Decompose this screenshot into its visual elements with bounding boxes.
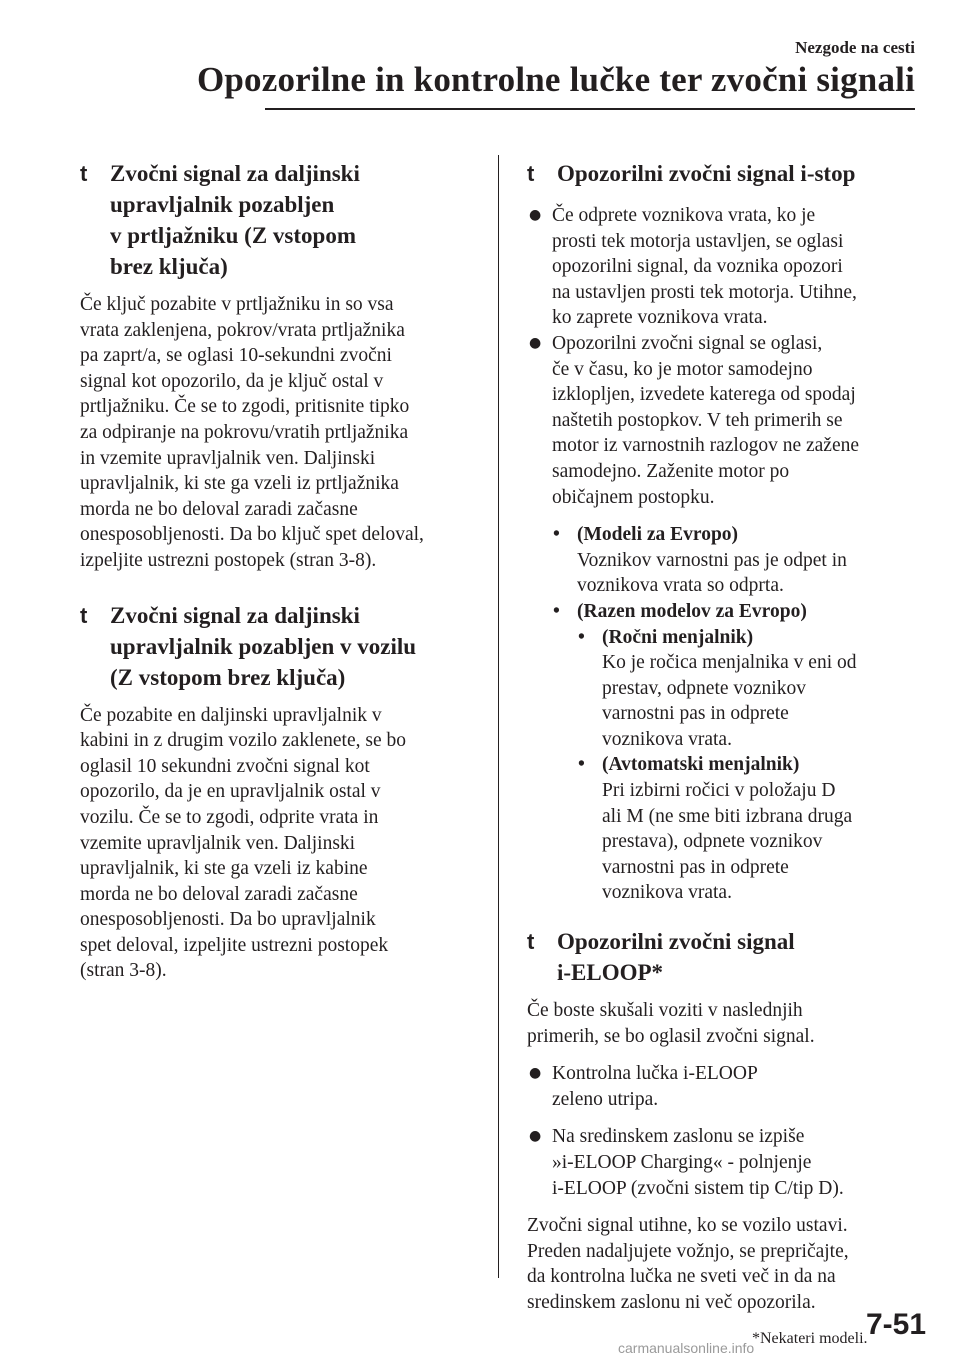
text-line: spet deloval, izpeljite ustrezni postopek	[80, 934, 389, 956]
text-line: prestav, odpnete voznikov	[602, 677, 806, 699]
section-marker: t	[80, 161, 88, 186]
text-line: vzemite upravljalnik ven. Daljinski	[80, 832, 356, 854]
text-line: onesposobljenosti. Da bo upravljalnik	[80, 909, 376, 931]
text-line: morda ne bo deloval zaradi začasne	[80, 498, 358, 520]
section-marker: t	[527, 161, 535, 186]
heading-istop	[527, 158, 922, 189]
text-line: vrata zaklenjena, pokrov/vrata prtljažnika	[80, 319, 405, 341]
sub-item-europe	[527, 522, 922, 599]
bullet-ieloop-display	[527, 1124, 922, 1201]
text-line: ali M (ne sme biti izbrana druga	[602, 805, 853, 827]
heading-line: brez ključa)	[110, 254, 228, 279]
text-line: ko zaprete voznikova vrata.	[552, 307, 768, 329]
sub-bullet-icon: •	[578, 754, 585, 776]
text-line: Na sredinskem zaslonu se izpiše	[552, 1126, 805, 1148]
text-line: in vzemite upravljalnik ven. Daljinski	[80, 447, 376, 469]
text-line: opozorilni signal, da voznika opozori	[552, 256, 843, 278]
sub-item-title: (Avtomatski menjalnik)	[602, 754, 800, 776]
heading-line: Opozorilni zvočni signal i-stop	[557, 161, 856, 186]
text-line: da kontrolna lučka ne sveti več in da na	[527, 1266, 836, 1288]
text-line: samodejno. Zaženite motor po	[552, 460, 790, 482]
text-line: običajnem postopku.	[552, 486, 715, 508]
heading-line: Opozorilni zvočni signal	[557, 929, 795, 955]
sub-bullet-icon: •	[553, 524, 560, 546]
text-line: Zvočni signal utihne, ko se vozilo ustavi.	[527, 1215, 848, 1237]
heading-line: i-ELOOP*	[557, 960, 664, 986]
page-title: Opozorilne in kontrolne lučke ter zvočni signali	[196, 60, 915, 99]
heading-line: upravljalnik pozabljen v vozilu	[110, 633, 417, 659]
bullet-door-open	[527, 203, 922, 331]
column-divider	[498, 155, 499, 1278]
heading-vehicle-key-warning	[80, 600, 472, 693]
sub-item-title: (Razen modelov za Evropo)	[577, 600, 807, 622]
text-line: vozilu. Če se to zgodi, odprite vrata in	[80, 806, 379, 828]
text-line: primerih, se bo oglasil zvočni signal.	[527, 1025, 815, 1047]
footnote: *Nekateri modeli.	[752, 1330, 868, 1347]
section-label: Nezgode na cesti	[795, 38, 915, 57]
text-line: morda ne bo deloval zaradi začasne	[80, 883, 358, 905]
text-line: upravljalnik, ki ste ga vzeli iz kabine	[80, 858, 368, 880]
bullet-icon: ●	[529, 1065, 542, 1082]
section-marker: t	[527, 929, 535, 955]
text-line: (stran 3-8).	[80, 960, 167, 982]
paragraph-vehicle-key	[80, 703, 472, 985]
text-line: Če ključ pozabite v prtljažniku in so vsa	[80, 294, 394, 315]
heading-line: (Z vstopom brez ključa)	[110, 664, 346, 690]
text-line: voznikova vrata.	[602, 882, 732, 904]
header-rule	[265, 108, 915, 110]
page-number: 7-51	[866, 1308, 927, 1341]
text-line: voznikova vrata.	[602, 728, 732, 750]
right-column	[527, 158, 922, 1338]
text-line: Ko je ročica menjalnika v eni od	[602, 652, 857, 674]
sub-bullet-icon: •	[578, 626, 585, 648]
text-line: opozorilo, da je en upravljalnik ostal v	[80, 781, 381, 803]
text-line: sredinskem zaslonu ni več opozorila.	[527, 1291, 816, 1313]
text-line: varnostni pas in odprete	[602, 856, 789, 878]
text-line: kabini in z drugim vozilo zaklenete, se bo	[80, 730, 406, 752]
text-line: na ustavljen prosti tek motorja. Utihne,	[552, 281, 857, 303]
text-line: upravljalnik, ki ste ga vzeli iz prtljažnika	[80, 473, 399, 495]
sub-item-manual	[527, 625, 922, 753]
sub-item-title: (Ročni menjalnik)	[602, 626, 754, 648]
text-line: onesposobljenosti. Da bo ključ spet deloval,	[80, 524, 424, 546]
text-line: Če odprete voznikova vrata, ko je	[552, 205, 816, 226]
text-line: prtljažniku. Če se to zgodi, pritisnite tipko	[80, 396, 410, 418]
text-line: Preden nadaljujete vožnjo, se prepričajte,	[527, 1240, 849, 1262]
text-line: Če pozabite en daljinski upravljalnik v	[80, 704, 382, 726]
sub-bullet-icon: •	[553, 600, 560, 622]
text-line: za odpiranje na pokrovu/vratih prtljažnika	[80, 421, 409, 443]
heading-line: upravljalnik pozabljen	[110, 192, 335, 217]
heading-line: Zvočni signal za daljinski	[110, 602, 360, 628]
text-line: zeleno utripa.	[552, 1088, 659, 1110]
heading-line: v prtljažniku (Z vstopom	[110, 223, 356, 248]
paragraph-trunk-key	[80, 292, 472, 574]
bullet-ieloop-lamp	[527, 1061, 922, 1112]
text-line: prestava), odpnete voznikov	[602, 831, 823, 853]
text-line: i-ELOOP (zvočni sistem tip C/tip D).	[552, 1177, 844, 1199]
text-line: »i-ELOOP Charging« - polnjenje	[552, 1152, 812, 1173]
text-line: prosti tek motorja ustavljen, se oglasi	[552, 230, 844, 252]
text-line: če v času, ko je motor samodejno	[552, 358, 813, 380]
heading-trunk-key-warning	[80, 158, 472, 282]
text-line: varnostni pas in odprete	[602, 703, 789, 725]
text-line: Če boste skušali voziti v naslednjih	[527, 1000, 803, 1022]
text-line: signal kot opozorilo, da je ključ ostal v	[80, 370, 384, 392]
sub-item-non-europe	[527, 599, 922, 625]
text-line: Kontrolna lučka i-ELOOP	[552, 1063, 758, 1085]
text-line: pa zaprt/a, se oglasi 10-sekundni zvočni	[80, 345, 392, 367]
text-line: Opozorilni zvočni signal se oglasi,	[552, 332, 823, 354]
left-column	[80, 158, 472, 1006]
paragraph-ieloop-outro	[527, 1213, 922, 1315]
paragraph-ieloop-intro	[527, 998, 922, 1049]
watermark: carmanualsonline.info	[618, 1340, 755, 1356]
heading-line: Zvočni signal za daljinski	[110, 161, 360, 186]
text-line: voznikova vrata so odprta.	[577, 575, 784, 597]
text-line: izpeljite ustrezni postopek (stran 3-8).	[80, 549, 377, 571]
text-line: oglasil 10 sekundni zvočni signal kot	[80, 755, 370, 777]
text-line: motor iz varnostnih razlogov ne zažene	[552, 435, 860, 457]
heading-ieloop	[527, 926, 922, 988]
sub-item-title: (Modeli za Evropo)	[577, 524, 739, 546]
text-line: Voznikov varnostni pas je odpet in	[577, 549, 847, 571]
text-line: Pri izbirni ročici v položaju D	[602, 780, 836, 802]
sub-item-automatic	[527, 752, 922, 906]
section-marker: t	[80, 602, 88, 628]
bullet-icon: ●	[529, 1128, 542, 1145]
bullet-icon: ●	[529, 334, 542, 351]
text-line: naštetih postopkov. V teh primerih se	[552, 409, 843, 431]
bullet-auto-stop	[527, 331, 922, 510]
text-line: izklopljen, izvedete katerega od spodaj	[552, 384, 856, 406]
bullet-icon: ●	[529, 207, 542, 223]
